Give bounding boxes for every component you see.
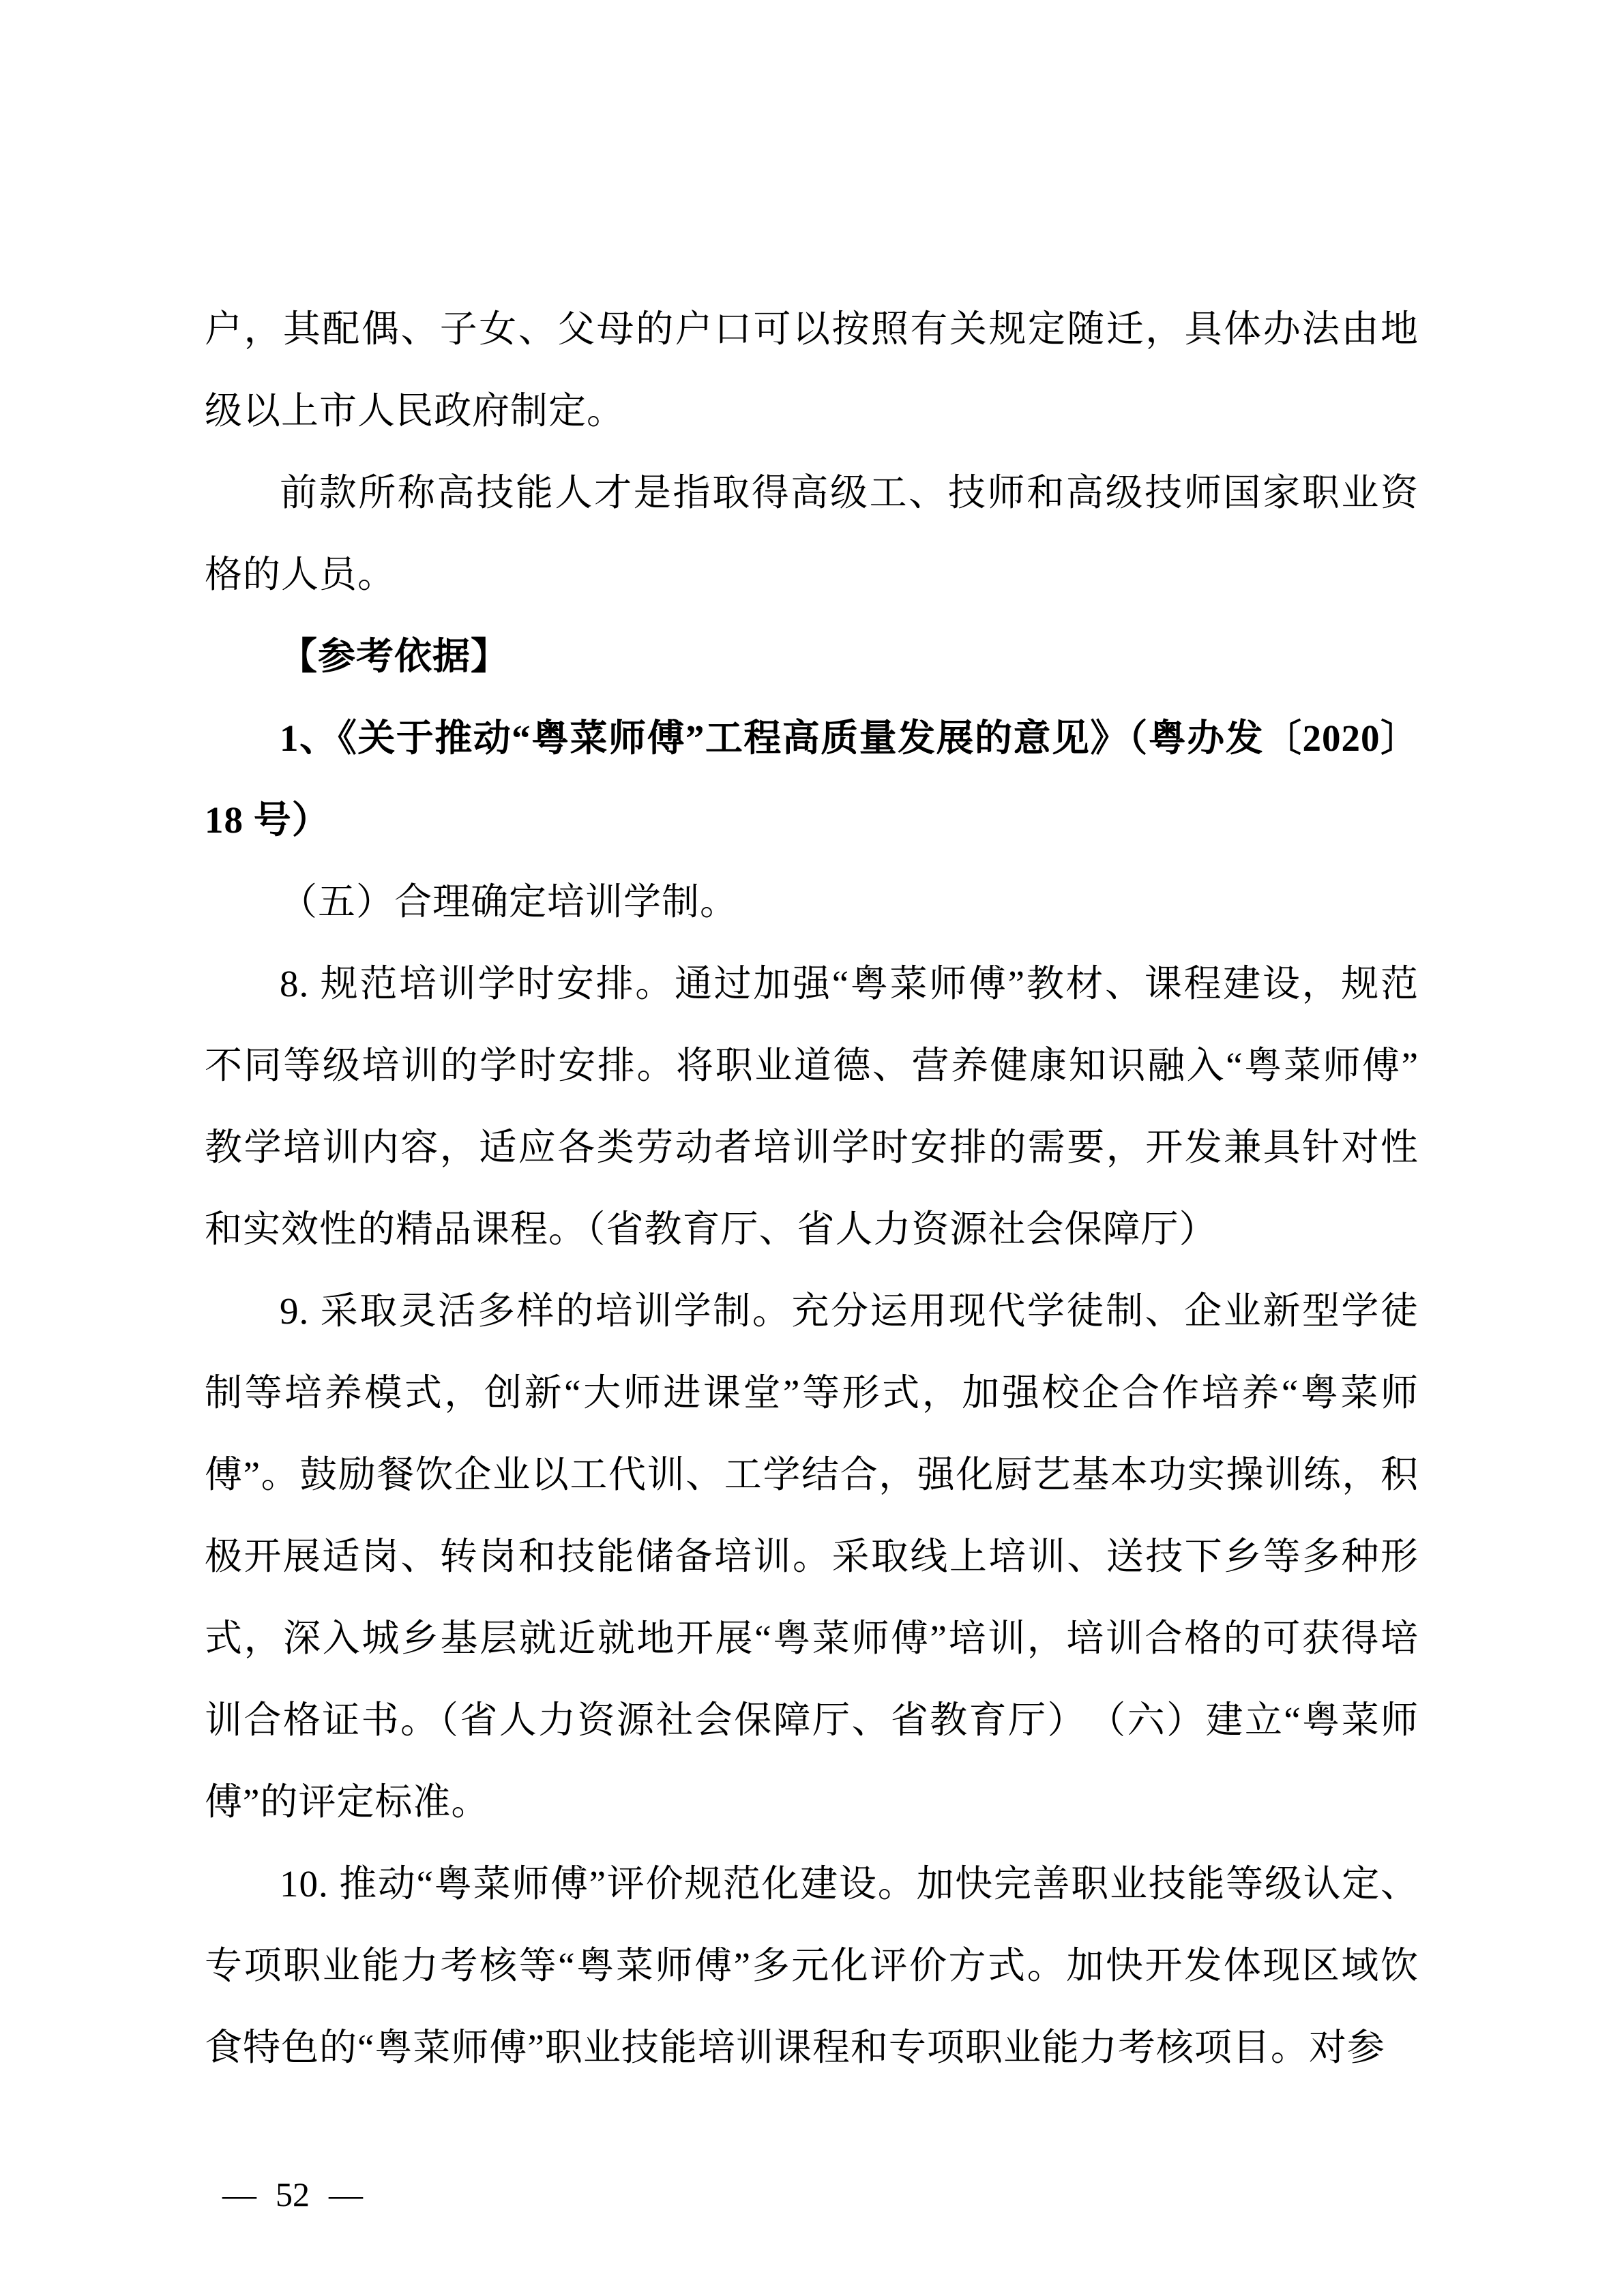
footer-page-number: 52 <box>276 2175 310 2213</box>
document-body <box>205 288 1419 2089</box>
page-footer <box>188 2133 363 2256</box>
paragraph-item-9: 9. 采取灵活多样的培训学制。充分运用现代学徒制、企业新型学徒制等培养模式，创新“大师进课堂”等形式，加强校企合作培养“粤菜师傅”。鼓励餐饮企业以工代训、工学结合，强化厨艺基本功实操训练，积极开展适岗、转岗和技能储备培训。采取线上培训、送技下乡等多种形式，深入城乡基层就近就地开展“粤菜师傅”培训，培训合格的可获得培训合格证书。（省人力资源社会保障厅、省教育厅） （六）建立“粤菜师傅”的评定标准。 <box>205 1290 1419 1823</box>
footer-dash-right: — <box>329 2175 363 2213</box>
paragraph-item-8: 8. 规范培训学时安排。通过加强“粤菜师傅”教材、课程建设，规范不同等级培训的学时安排。将职业道德、营养健康知识融入“粤菜师傅”教学培训内容，适应各类劳动者培训学时安排的需要，开发兼具针对性和实效性的精品课程。（省教育厅、省人力资源社会保障厅） <box>205 963 1419 1250</box>
paragraph-household-registration: 户，其配偶、子女、父母的户口可以按照有关规定随迁，具体办法由地级以上市人民政府制定。 <box>205 308 1419 432</box>
paragraph-high-skill-talent-definition: 前款所称高技能人才是指取得高级工、技师和高级技师国家职业资格的人员。 <box>205 472 1419 595</box>
paragraph-item-5-heading: （五）合理确定培训学制。 <box>280 881 739 923</box>
heading-reference-basis: 【参考依据】 <box>280 636 510 677</box>
paragraph-reference-1-title: 1、《关于推动“粤菜师傅”工程高质量发展的意见》（粤办发〔2020〕18 号） <box>205 717 1419 841</box>
paragraph-item-10: 10. 推动“粤菜师傅”评价规范化建设。加快完善职业技能等级认定、专项职业能力考核等“粤菜师傅”多元化评价方式。加快开发体现区域饮食特色的“粤菜师傅”职业技能培训课程和专项职业能力考核项目。对参 <box>205 1863 1419 2068</box>
footer-dash-left: — <box>222 2175 256 2213</box>
